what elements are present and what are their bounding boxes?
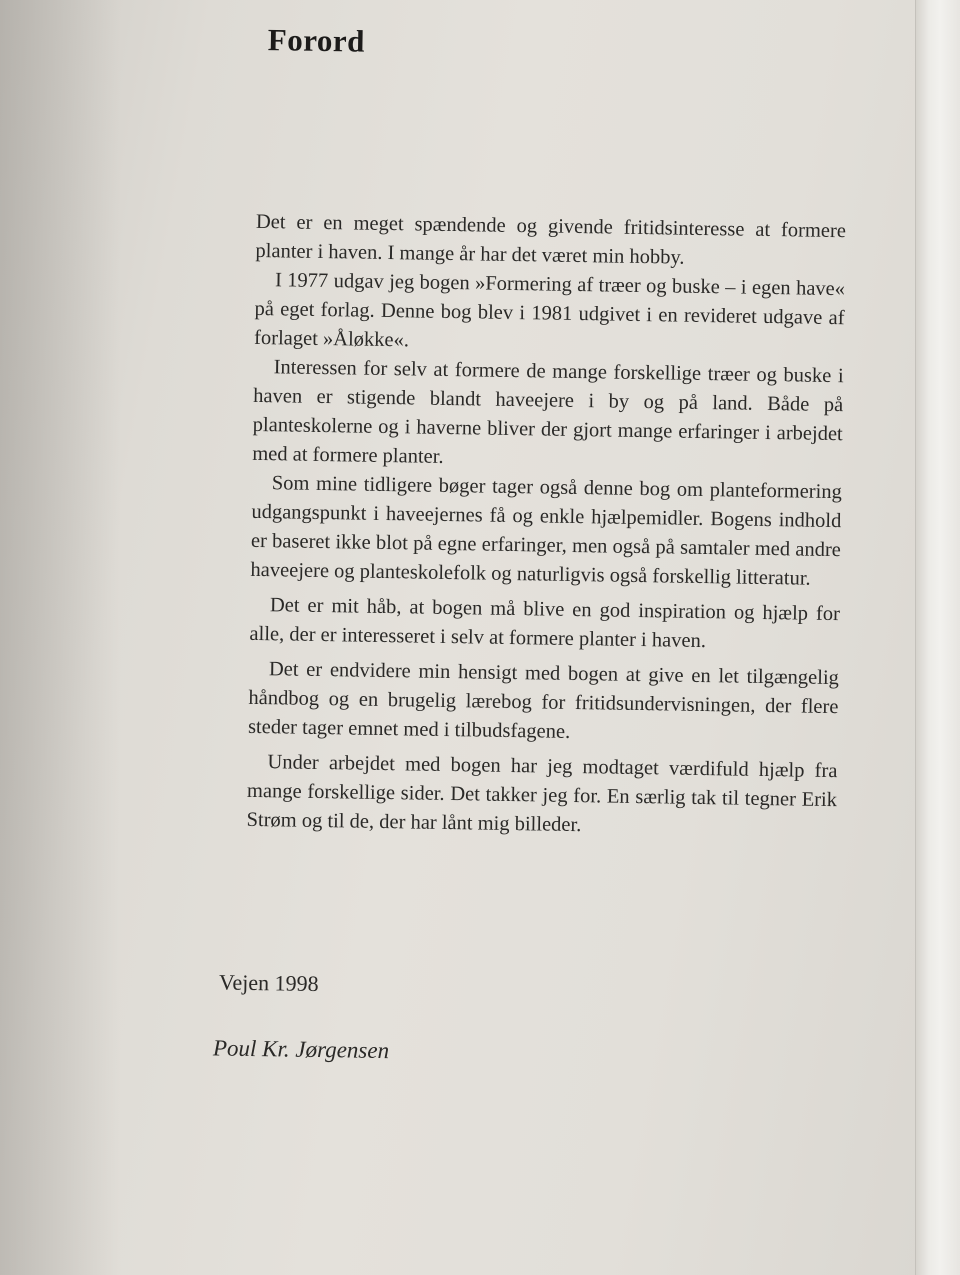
paragraph: Det er en meget spændende og givende fritidsinteresse at formere planter i haven. I mange år har det været min hobby.	[255, 210, 847, 269]
paragraph: Det er mit håb, at bogen må blive en god inspiration og hjælp for alle, der er interesseret i selv at formere planter i haven.	[249, 594, 841, 653]
author-signature: Poul Kr. Jørgensen	[212, 1035, 390, 1064]
page-title: Forord	[267, 22, 366, 59]
paragraph: I 1977 udgav jeg bogen »Formering af træer og buske – i egen have« på eget forlag. Denne bog blev i 1981 udgivet i en revideret udgave af forlaget »Åløkke«.	[253, 269, 846, 352]
place-date: Vejen 1998	[218, 969, 319, 997]
paragraph: Interessen for selv at formere de mange forskellige træer og buske i haven er stigende blandt haveejere i by og på land. Både på planteskolerne og i haverne bliver der gjort mange erfaringer i arbejdet med at formere planter.	[252, 356, 844, 468]
paragraph: Under arbejdet med bogen har jeg modtaget værdifuld hjælp fra mange forskellige sider. Det takker jeg for. En særlig tak til tegner Erik Strøm og til de, der har lånt mig billeder.	[246, 751, 838, 837]
paragraph: Som mine tidligere bøger tager også denne bog om planteformering udgangspunkt i haveejernes få og enkle hjælpemidler. Bogens indhold er baseret ikke blot på egne erfaringer, men også på samtaler med andre haveejere og planteskolefolk og naturligvis også forskellig litteratur.	[250, 472, 842, 590]
foreword-body	[246, 208, 846, 844]
paragraph: Det er endvidere min hensigt med bogen at give en let tilgængelig håndbog og en brugelig lærebog for fritidsundervisningen, der flere steder tager emnet med i tilbudsfagene.	[247, 658, 840, 743]
